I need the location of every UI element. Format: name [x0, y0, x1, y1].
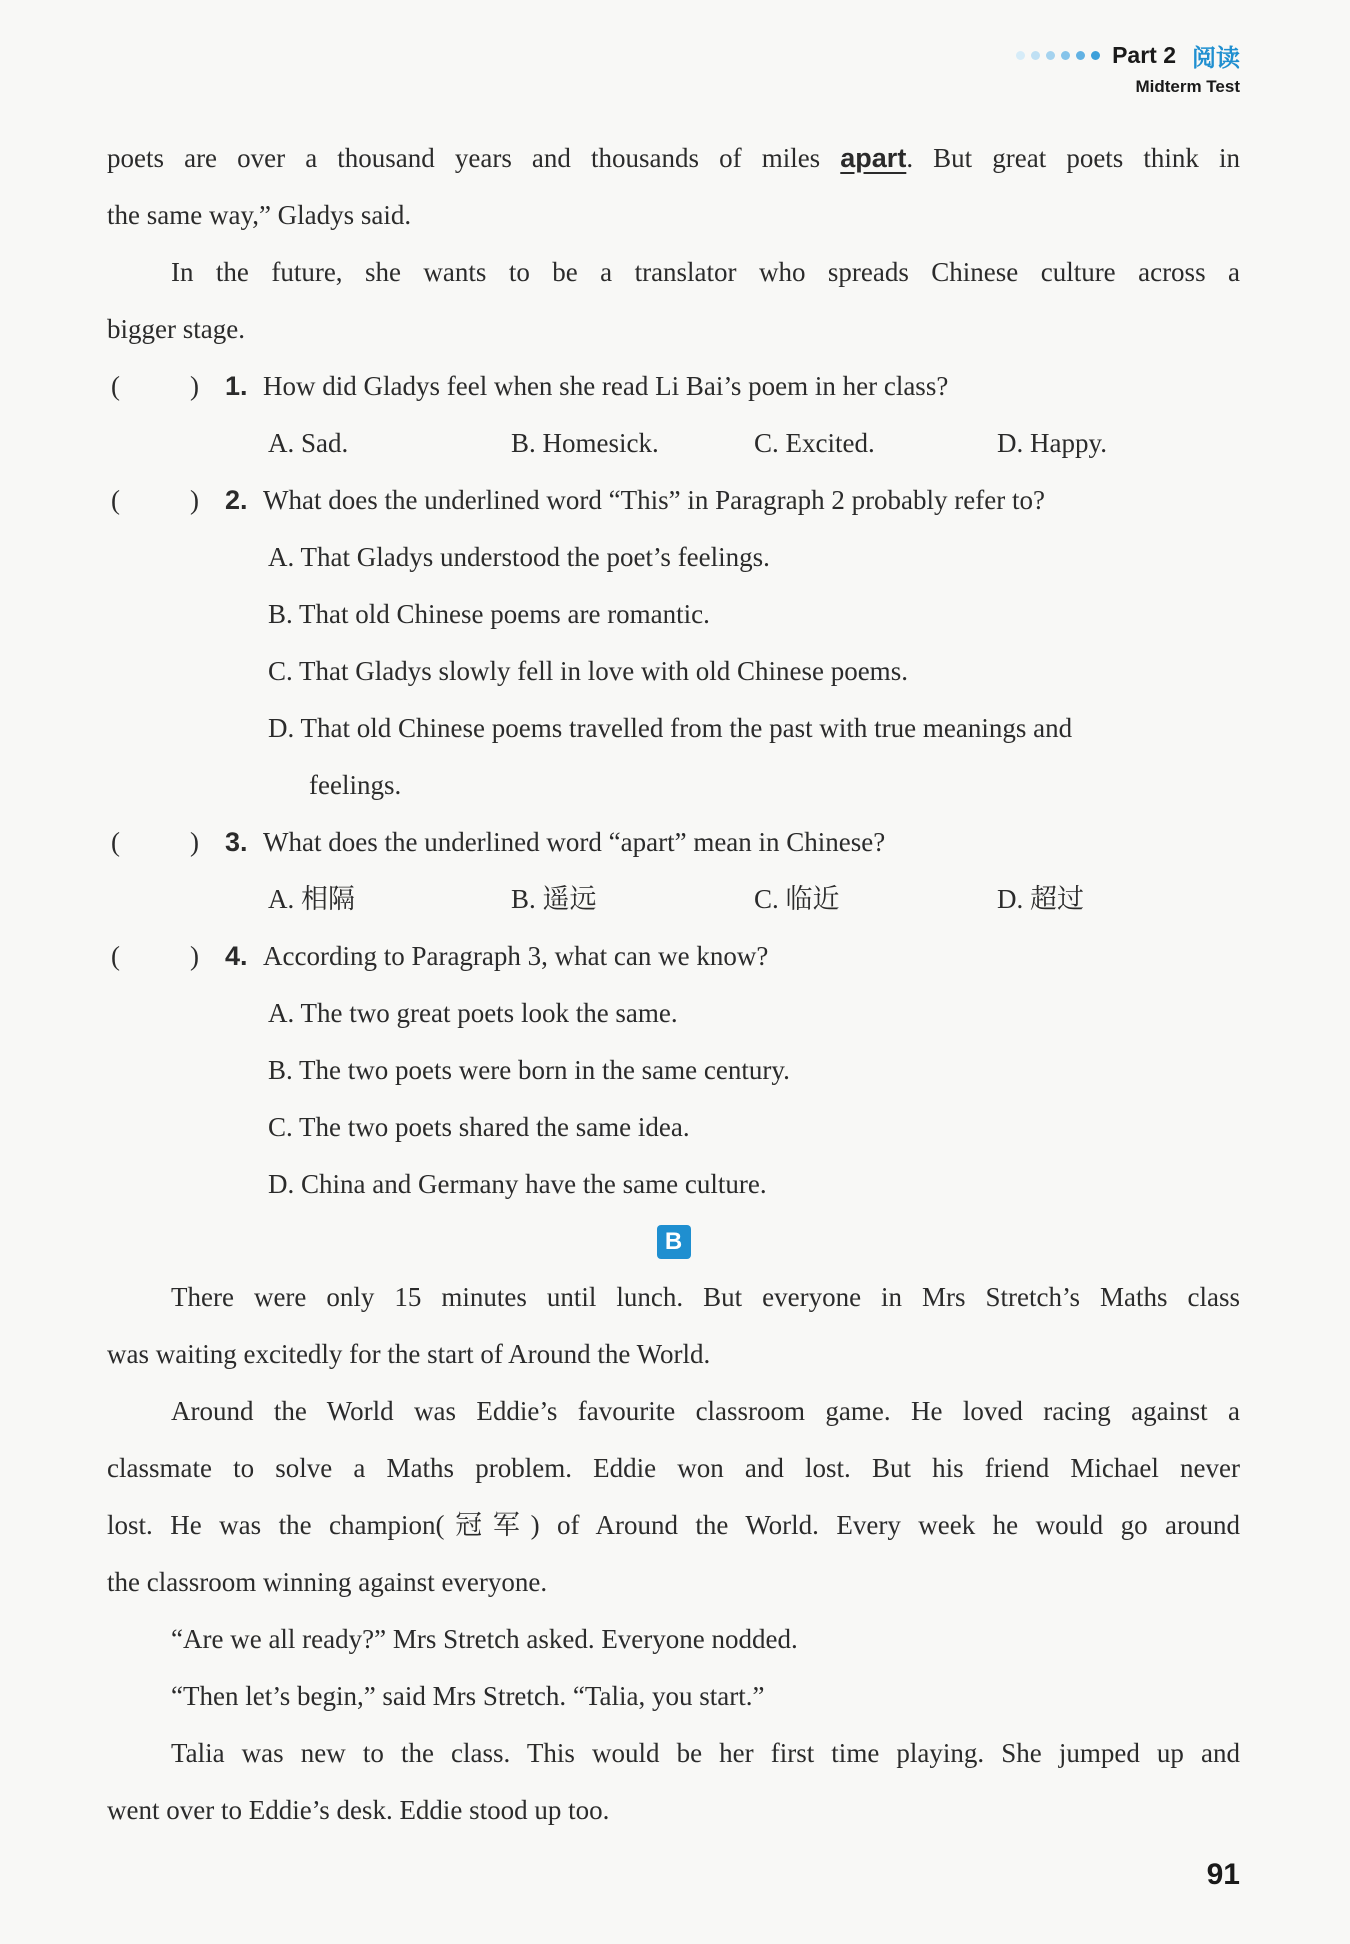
- option-d-continued: feelings.: [309, 770, 402, 800]
- question-text: What does the underlined word “This” in Paragraph 2 probably refer to?: [263, 485, 1045, 515]
- option-c: C. Excited.: [754, 428, 875, 458]
- paren-open: (: [111, 371, 120, 401]
- dot-3: [1046, 51, 1055, 60]
- part-label-cn: 阅读: [1192, 44, 1240, 72]
- passage-b-line: went over to Eddie’s desk. Eddie stood up too.: [107, 1795, 610, 1825]
- underlined-word-apart: apart: [840, 143, 907, 173]
- option-c: C. That Gladys slowly fell in love with old Chinese poems.: [268, 656, 908, 686]
- header-subtitle: Midterm Test: [1135, 77, 1240, 96]
- dot-2: [1031, 51, 1040, 60]
- question-1-options: [107, 415, 1240, 472]
- paren-close: ): [190, 827, 199, 857]
- passage-a-p2-line2: bigger stage.: [107, 314, 245, 344]
- answer-blank[interactable]: [107, 814, 225, 871]
- option-a: A. Sad.: [268, 428, 349, 458]
- passage-b-line: classmate to solve a Maths problem. Eddie won and lost. But his friend Michael never: [107, 1453, 1240, 1483]
- question-3-options: [107, 871, 1240, 928]
- question-1: [107, 358, 1240, 415]
- question-number: 1.: [225, 371, 248, 401]
- passage-a-p1-line1: [107, 130, 1240, 187]
- page-number: 91: [1206, 1858, 1240, 1891]
- option-c: C. 临近: [754, 884, 840, 914]
- option-c: C. The two poets shared the same idea.: [268, 1112, 690, 1142]
- dot-5: [1076, 51, 1085, 60]
- paren-close: ): [190, 371, 199, 401]
- section-b-heading: [107, 1225, 1240, 1259]
- section-b-badge: B: [657, 1225, 691, 1259]
- question-3: [107, 814, 1240, 871]
- question-text: How did Gladys feel when she read Li Bai’s poem in her class?: [263, 371, 949, 401]
- question-text: According to Paragraph 3, what can we know?: [263, 941, 769, 971]
- page-body: [107, 130, 1240, 1839]
- paren-close: ): [190, 485, 199, 515]
- passage-b-line: Talia was new to the class. This would be her first time playing. She jumped up and: [171, 1738, 1240, 1768]
- dot-6: [1091, 51, 1100, 60]
- passage-a-p1-line2: the same way,” Gladys said.: [107, 200, 412, 230]
- option-a: A. 相隔: [268, 884, 355, 914]
- question-number: 3.: [225, 827, 248, 857]
- part-label: Part 2: [1112, 42, 1176, 68]
- passage-b-line: the classroom winning against everyone.: [107, 1567, 548, 1597]
- passage-b-line: “Are we all ready?” Mrs Stretch asked. Everyone nodded.: [171, 1624, 798, 1654]
- option-b: B. The two poets were born in the same century.: [268, 1055, 790, 1085]
- answer-blank[interactable]: [107, 928, 225, 985]
- paren-open: (: [111, 485, 120, 515]
- option-b: B. That old Chinese poems are romantic.: [268, 599, 710, 629]
- paren-close: ): [190, 941, 199, 971]
- question-number: 2.: [225, 485, 248, 515]
- passage-b-line: Around the World was Eddie’s favourite classroom game. He loved racing against a: [171, 1396, 1240, 1426]
- question-text: What does the underlined word “apart” mean in Chinese?: [263, 827, 886, 857]
- question-number: 4.: [225, 941, 248, 971]
- page-header: [1016, 38, 1240, 97]
- text-run: poets are over a thousand years and thousands of miles: [107, 143, 821, 173]
- passage-b-line: “Then let’s begin,” said Mrs Stretch. “Talia, you start.”: [171, 1681, 765, 1711]
- answer-blank[interactable]: [107, 358, 225, 415]
- passage-b-line: lost. He was the champion(冠军) of Around the World. Every week he would go around: [107, 1510, 1240, 1540]
- dot-1: [1016, 51, 1025, 60]
- option-d: D. That old Chinese poems travelled from the past with true meanings and: [268, 713, 1073, 743]
- paren-open: (: [111, 827, 120, 857]
- option-a: A. The two great poets look the same.: [268, 998, 678, 1028]
- question-2: [107, 472, 1240, 529]
- passage-b-line: There were only 15 minutes until lunch. But everyone in Mrs Stretch’s Maths class: [171, 1282, 1240, 1312]
- option-b: B. 遥远: [511, 884, 597, 914]
- option-a: A. That Gladys understood the poet’s feelings.: [268, 542, 770, 572]
- answer-blank[interactable]: [107, 472, 225, 529]
- option-b: B. Homesick.: [511, 428, 659, 458]
- option-d: D. 超过: [997, 884, 1084, 914]
- passage-a-p2-line1: In the future, she wants to be a translator who spreads Chinese culture across a: [171, 257, 1240, 287]
- passage-b-line: was waiting excitedly for the start of Around the World.: [107, 1339, 711, 1369]
- paren-open: (: [111, 941, 120, 971]
- option-d: D. Happy.: [997, 428, 1107, 458]
- question-4: [107, 928, 1240, 985]
- dot-4: [1061, 51, 1070, 60]
- text-run: . But great poets think in: [906, 143, 1240, 173]
- option-d: D. China and Germany have the same culture.: [268, 1169, 767, 1199]
- decorative-dots: [1016, 51, 1100, 60]
